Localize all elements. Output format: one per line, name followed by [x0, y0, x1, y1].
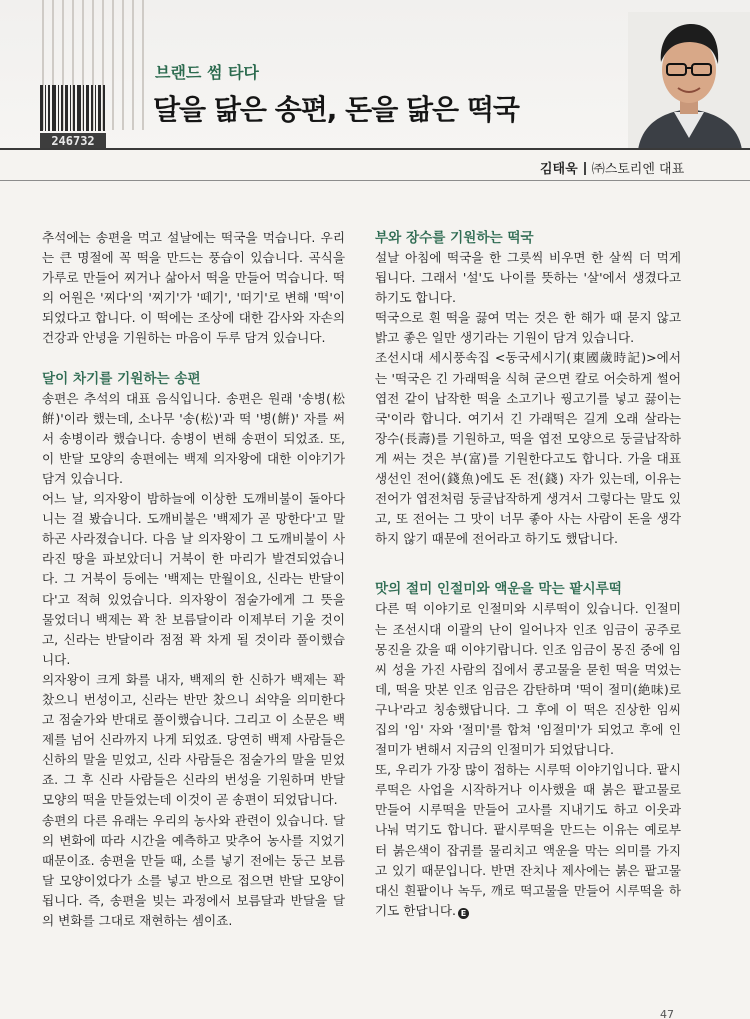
section-heading: 달이 차기를 기원하는 송편 [42, 370, 201, 387]
paragraph: 조선시대 세시풍속집 <동국세시기(東國歲時記)>에서는 '떡국은 긴 가래떡을 식혀 굳으면 칼로 어슷하게 썰어 엽전 같이 납작한 떡을 소고기나 꿩고기를 넣고 끓이는 국'이라 합니다. 여기서 긴 가래떡은 길게 오래 살라는 장수(長壽)를 기원하고, 떡을 엽전 모양으로 둥글납작하게 써는 것은 부(富)를 기원한다고도 합니다. 가을 대표 생선인 전어(錢魚)에도 돈 전(錢) 자가 있는데, 이유는 전어가 엽전처럼 둥글납작하게 생겨서 그렇다는 말도 있고, 또 전어는 그 맛이 너무 좋아 사는 사람이 돈을 생각하지 않기 때문에 전어라고 하기도 했답니다. [375, 350, 681, 547]
author-portrait [628, 12, 750, 150]
article-title: 달을 닮은 송편, 돈을 닮은 떡국 [153, 93, 519, 126]
section-heading: 맛의 절미 인절미와 액운을 막는 팥시루떡 [375, 581, 622, 598]
paragraph: 의자왕이 크게 화를 내자, 백제의 한 신하가 백제는 꽉 찼으니 번성이고, 신라는 반만 찼으니 쇠약을 의미한다고 점술가와 반대로 풀이했습니다. 그리고 이 소문은 백제를 넘어 신라까지 나게 되었죠. 당연히 백제 사람들은 신하의 말을 믿었고, 신라 사람들은 점술가의 말을 믿었죠. 그 후 신라 사람들은 신라의 번성을 기원하며 반달 모양의 떡을 만들었는데 이것이 곧 송편이 되었답니다. [42, 671, 345, 808]
page-number: 47 [660, 1008, 674, 1019]
byline [540, 158, 684, 177]
paragraph-text: 또, 우리가 가장 많이 접하는 시루떡 이야기입니다. 팥시루떡은 사업을 시작하거나 이사했을 때 붉은 팥고물로 만들어 시루떡을 만들어 고사를 지내기도 하고 이웃과 나눠 먹기도 합니다. 팥시루떡을 만드는 이유는 예로부터 붉은색이 잡귀를 물리치고 액운을 막는 의미를 가지고 있기 때문입니다. 반면 잔치나 제사에는 붉은 팥고물 대신 흰팥이나 녹두, 깨로 떡고물을 만들어 시루떡을 하기도 한답니다. [375, 762, 681, 918]
right-column [375, 228, 681, 921]
byline-separator [584, 162, 586, 175]
paragraph: 송편은 추석의 대표 음식입니다. 송편은 원래 '송병(松餠)'이라 했는데, 소나무 '송(松)'과 떡 '병(餠)' 자를 써서 송병이라 했습니다. 송병이 변해 송편이 되었죠. 또, 이 반달 모양의 송편에는 백제 의자왕에 대한 이야기가 담겨 있습니다. [42, 390, 345, 486]
paragraph [375, 760, 681, 921]
section-heading: 부와 장수를 기원하는 떡국 [375, 230, 534, 246]
paragraph: 설날 아침에 떡국을 한 그릇씩 비우면 한 살씩 더 먹게 됩니다. 그래서 '설'도 나이를 뜻하는 '살'에서 생겼다고 하기도 합니다. [375, 250, 681, 306]
left-column [42, 228, 345, 931]
author-name: 김태욱 [540, 162, 578, 177]
section-kicker: 브랜드 썸 타다 [155, 63, 259, 82]
paragraph: 송편의 다른 유래는 우리의 농사와 관련이 있습니다. 달의 변화에 따라 시간을 예측하고 맞추어 농사를 지었기 때문이죠. 송편을 만들 때, 소를 넣기 전에는 둥근 보름달 모양이었다가 소를 넣고 반으로 접으면 반달 모양이 됩니다. 즉, 송편을 빚는 과정에서 보름달과 반달을 달의 변화를 그대로 재현하는 셈이죠. [42, 812, 345, 928]
header-rule [0, 148, 750, 150]
author-role: ㈜스토리엔 대표 [591, 162, 685, 177]
paragraph: 다른 떡 이야기로 인절미와 시루떡이 있습니다. 인절미는 조선시대 이괄의 난이 일어나자 인조 임금이 공주로 몽진을 갔을 때 이야기랍니다. 인조 임금이 몽진 중에 임씨 성을 가진 사람의 집에서 콩고물을 묻힌 떡을 먹었는데, 떡을 맛본 인조 임금은 감탄하며 '떡이 절미(絶味)로구나'라고 칭송했답니다. 그 후에 이 떡은 진상한 임씨 집의 '임' 자와 '절미'를 합쳐 '임절미'가 되었고 후에 인절미가 변해서 지금의 인절미가 되었답니다. [375, 601, 681, 758]
barcode-number: 246732 [40, 133, 106, 149]
barcode-graphic [40, 85, 106, 131]
byline-rule [0, 180, 750, 181]
end-mark-icon: E [458, 908, 469, 919]
paragraph: 추석에는 송편을 먹고 설날에는 떡국을 먹습니다. 우리는 큰 명절에 꼭 떡을 만드는 풍습이 있습니다. 곡식을 가루로 만들어 찌거나 삶아서 떡을 만들어 먹습니다. 떡의 어원은 '찌다'의 '찌기'가 '떼기', '떠기'로 변해 '떡'이 되었다고 합니다. 이 떡에는 조상에 대한 감사와 자손의 건강과 안녕을 기원하는 마음이 두루 담겨 있습니다. [42, 230, 345, 346]
paragraph: 어느 날, 의자왕이 밤하늘에 이상한 도깨비불이 돌아다니는 걸 봤습니다. 도깨비불은 '백제가 곧 망한다'고 말하곤 사라졌습니다. 다음 날 의자왕이 그 도깨비불이 사라진 땅을 파보았더니 거북이 한 마리가 발견되었습니다. 그 거북이 등에는 '백제는 만월이요, 신라는 반달이다'고 적혀 있었습니다. 의자왕이 점술가에게 그 뜻을 물었더니 백제는 꽉 찬 보름달이라 이제부터 기울 것이고, 신라는 반달이라 점점 꽉 차게 될 것이라 풀이했습니다. [42, 491, 345, 667]
paragraph: 떡국으로 흰 떡을 끓여 먹는 것은 한 해가 때 묻지 않고 밝고 좋은 일만 생기라는 기원이 담겨 있습니다. [375, 310, 681, 346]
